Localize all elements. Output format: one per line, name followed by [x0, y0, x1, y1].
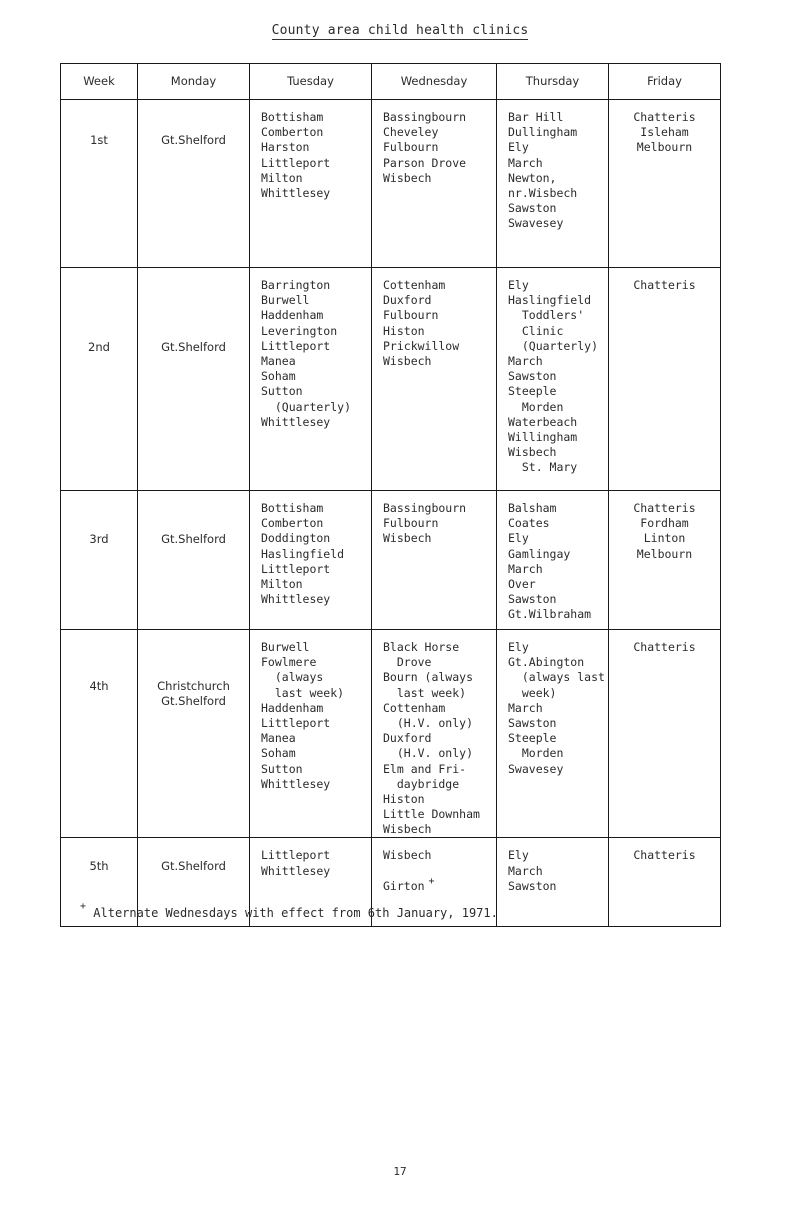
clinic-name: Burwell	[261, 640, 310, 654]
clinic-name: Littleport	[261, 848, 331, 863]
clinic-name: St. Mary	[508, 460, 578, 475]
tuesday-cell	[250, 491, 372, 630]
table-row	[61, 100, 721, 268]
clinic-name: Gt.Abington	[508, 655, 585, 670]
monday-clinic: Christchurch Gt.Shelford	[157, 679, 230, 709]
clinic-name: last week)	[261, 685, 345, 700]
clinic-name: Linton	[643, 531, 686, 546]
friday-cell	[609, 838, 721, 927]
clinic-name: Little Downham	[383, 807, 480, 822]
thursday-cell	[497, 100, 609, 268]
clinic-name: Comberton	[261, 516, 324, 531]
clinic-name: Chatteris	[633, 640, 696, 654]
clinic-name: Histon	[383, 791, 425, 806]
clinic-name: Milton	[261, 576, 303, 591]
week-label: 2nd	[88, 340, 110, 354]
clinic-name: last week)	[383, 685, 467, 700]
clinic-name: Chatteris	[633, 110, 696, 124]
clinic-name: Barrington	[261, 278, 331, 292]
clinic-name: Morden	[508, 399, 564, 414]
wednesday-cell	[372, 491, 497, 630]
page-number: 17	[393, 1165, 407, 1178]
clinic-name: Whittlesey	[261, 776, 331, 791]
clinic-name: Sutton	[261, 384, 303, 399]
header-week: Week	[61, 64, 138, 100]
thursday-cell	[497, 630, 609, 838]
clinic-name: March	[508, 863, 543, 878]
clinic-name: Gamlingay	[508, 546, 571, 561]
clinic-name: Harston	[261, 140, 310, 155]
clinic-name: Chatteris	[633, 501, 696, 515]
clinic-name: Isleham	[640, 125, 689, 140]
header-monday: Monday	[138, 64, 250, 100]
clinic-name: Wisbech	[383, 353, 432, 368]
week-cell	[61, 491, 138, 630]
wednesday-cell	[372, 268, 497, 491]
week-label: 1st	[90, 133, 108, 147]
clinic-name: Girton	[383, 878, 425, 893]
clinic-name: Sawston	[508, 369, 557, 384]
clinic-name: Manea	[261, 353, 296, 368]
clinic-name: Fowlmere	[261, 655, 317, 670]
clinic-name: daybridge	[383, 776, 460, 791]
clinic-name: March	[508, 353, 543, 368]
monday-clinic: Gt.Shelford	[161, 133, 226, 147]
friday-cell	[609, 268, 721, 491]
clinic-name: Whittlesey	[261, 863, 331, 878]
clinic-name: Sawston	[508, 878, 557, 893]
alternate-marker: +	[428, 875, 435, 887]
clinic-name: week)	[508, 685, 557, 700]
clinic-name: Haddenham	[261, 700, 324, 715]
clinic-name: Chatteris	[633, 278, 696, 292]
clinic-name: Ely	[508, 140, 529, 155]
table-row	[61, 630, 721, 838]
clinic-name: Drove	[383, 655, 432, 670]
clinic-name: Whittlesey	[261, 185, 331, 200]
clinic-name: Gt.Wilbraham	[508, 607, 592, 622]
friday-cell	[609, 630, 721, 838]
clinic-name: Comberton	[261, 125, 324, 140]
clinic-name: Sawston	[508, 592, 557, 607]
page-title: County area child health clinics	[271, 23, 529, 38]
clinic-name: Whittlesey	[261, 592, 331, 607]
clinic-name: Leverington	[261, 323, 338, 338]
clinic-name: Histon	[383, 323, 425, 338]
clinic-name: Littleport	[261, 561, 331, 576]
tuesday-cell	[250, 268, 372, 491]
clinic-name: Toddlers'	[508, 308, 585, 323]
wednesday-cell	[372, 630, 497, 838]
monday-clinic: Gt.Shelford	[161, 340, 226, 354]
clinic-name: Wisbech	[383, 848, 432, 863]
clinic-name: Ely	[508, 848, 529, 863]
monday-cell	[138, 268, 250, 491]
clinic-name: Bottisham	[261, 110, 324, 124]
clinic-name: Duxford	[383, 293, 432, 308]
thursday-cell	[497, 838, 609, 927]
monday-cell	[138, 630, 250, 838]
thursday-cell	[497, 491, 609, 630]
thursday-cell	[497, 268, 609, 491]
friday-cell	[609, 491, 721, 630]
week-label: 3rd	[89, 532, 109, 546]
clinic-name: Burwell	[261, 293, 310, 308]
clinic-schedule-table	[60, 63, 721, 927]
clinic-name: Haslingfield	[508, 293, 592, 308]
clinic-name: Haddenham	[261, 308, 324, 323]
header-thursday: Thursday	[497, 64, 609, 100]
friday-cell	[609, 100, 721, 268]
clinic-name: (H.V. only)	[383, 746, 474, 761]
clinic-name: Steeple	[508, 731, 557, 746]
clinic-name: Dullingham	[508, 125, 578, 140]
clinic-name: Littleport	[261, 155, 331, 170]
clinic-name: Soham	[261, 369, 296, 384]
week-cell	[61, 268, 138, 491]
clinic-name: Cottenham	[383, 278, 446, 292]
header-friday: Friday	[609, 64, 721, 100]
monday-cell	[138, 100, 250, 268]
header-row	[61, 64, 721, 100]
clinic-name: Swavesey	[508, 761, 564, 776]
clinic-name: Fulbourn	[383, 516, 439, 531]
clinic-name: nr.Wisbech	[508, 185, 578, 200]
clinic-name: Sawston	[508, 715, 557, 730]
clinic-name: Morden	[508, 746, 564, 761]
week-cell	[61, 100, 138, 268]
tuesday-cell	[250, 100, 372, 268]
clinic-name: Bourn (always	[383, 670, 474, 685]
clinic-name: Milton	[261, 170, 303, 185]
clinic-name: Ely	[508, 278, 529, 292]
header-wednesday: Wednesday	[372, 64, 497, 100]
clinic-name: Bassingbourn	[383, 110, 467, 124]
footnote-text: Alternate Wednesdays with effect from 6th January, 1971.	[93, 906, 498, 920]
table-row	[61, 491, 721, 630]
clinic-name: (Quarterly)	[508, 338, 599, 353]
monday-clinic: Gt.Shelford	[161, 532, 226, 546]
clinic-name: Sawston	[508, 201, 557, 216]
week-label: 5th	[89, 859, 109, 874]
clinic-name: Melbourn	[636, 140, 693, 155]
clinic-name: Willingham	[508, 429, 578, 444]
clinic-name: Coates	[508, 516, 550, 531]
clinic-name: Steeple	[508, 384, 557, 399]
clinic-name: (always	[261, 670, 324, 685]
clinic-name: Fulbourn	[383, 140, 439, 155]
clinic-name: Wisbech	[383, 170, 432, 185]
clinic-name: Bottisham	[261, 501, 324, 515]
clinic-name: Duxford	[383, 731, 432, 746]
clinic-name: Clinic	[508, 323, 564, 338]
clinic-name: Wisbech	[383, 822, 432, 837]
clinic-name: Newton,	[508, 170, 557, 185]
tuesday-cell	[250, 630, 372, 838]
clinic-name: Over	[508, 576, 536, 591]
clinic-name: Manea	[261, 731, 296, 746]
week-cell	[61, 630, 138, 838]
clinic-name: Sutton	[261, 761, 303, 776]
clinic-name: Whittlesey	[261, 414, 331, 429]
clinic-name: Cheveley	[383, 125, 439, 140]
clinic-name: Bar Hill	[508, 110, 564, 124]
monday-clinic: Gt.Shelford	[161, 859, 226, 874]
header-tuesday: Tuesday	[250, 64, 372, 100]
monday-cell	[138, 491, 250, 630]
footnote-symbol: +	[80, 901, 87, 912]
clinic-name: (H.V. only)	[383, 715, 474, 730]
clinic-name	[383, 864, 496, 879]
clinic-name: Littleport	[261, 715, 331, 730]
clinic-name: Wisbech	[508, 445, 557, 460]
clinic-name: Black Horse	[383, 640, 460, 654]
clinic-name: Littleport	[261, 338, 331, 353]
clinic-name: Balsham	[508, 501, 557, 515]
clinic-name: Cottenham	[383, 700, 446, 715]
clinic-name: Prickwillow	[383, 338, 460, 353]
clinic-name: Wisbech	[383, 531, 432, 546]
clinic-name: (Quarterly)	[261, 399, 352, 414]
clinic-name: Parson Drove	[383, 155, 467, 170]
clinic-name: Fordham	[640, 516, 689, 531]
wednesday-cell	[372, 100, 497, 268]
clinic-name: Soham	[261, 746, 296, 761]
clinic-name: Swavesey	[508, 216, 564, 231]
clinic-name: Melbourn	[636, 546, 693, 561]
clinic-name: March	[508, 700, 543, 715]
table-row	[61, 268, 721, 491]
clinic-name: Doddington	[261, 531, 331, 546]
clinic-name: Chatteris	[633, 848, 696, 863]
clinic-name: March	[508, 155, 543, 170]
clinic-name: (always last	[508, 670, 605, 685]
clinic-name: Elm and Fri-	[383, 761, 467, 776]
clinic-name: Waterbeach	[508, 414, 578, 429]
clinic-name: Fulbourn	[383, 308, 439, 323]
clinic-name: Haslingfield	[261, 546, 345, 561]
week-label: 4th	[89, 679, 109, 693]
clinic-name: Ely	[508, 531, 529, 546]
clinic-name: Bassingbourn	[383, 501, 467, 515]
clinic-name: Ely	[508, 640, 529, 654]
footnote	[80, 901, 498, 920]
clinic-name: March	[508, 561, 543, 576]
